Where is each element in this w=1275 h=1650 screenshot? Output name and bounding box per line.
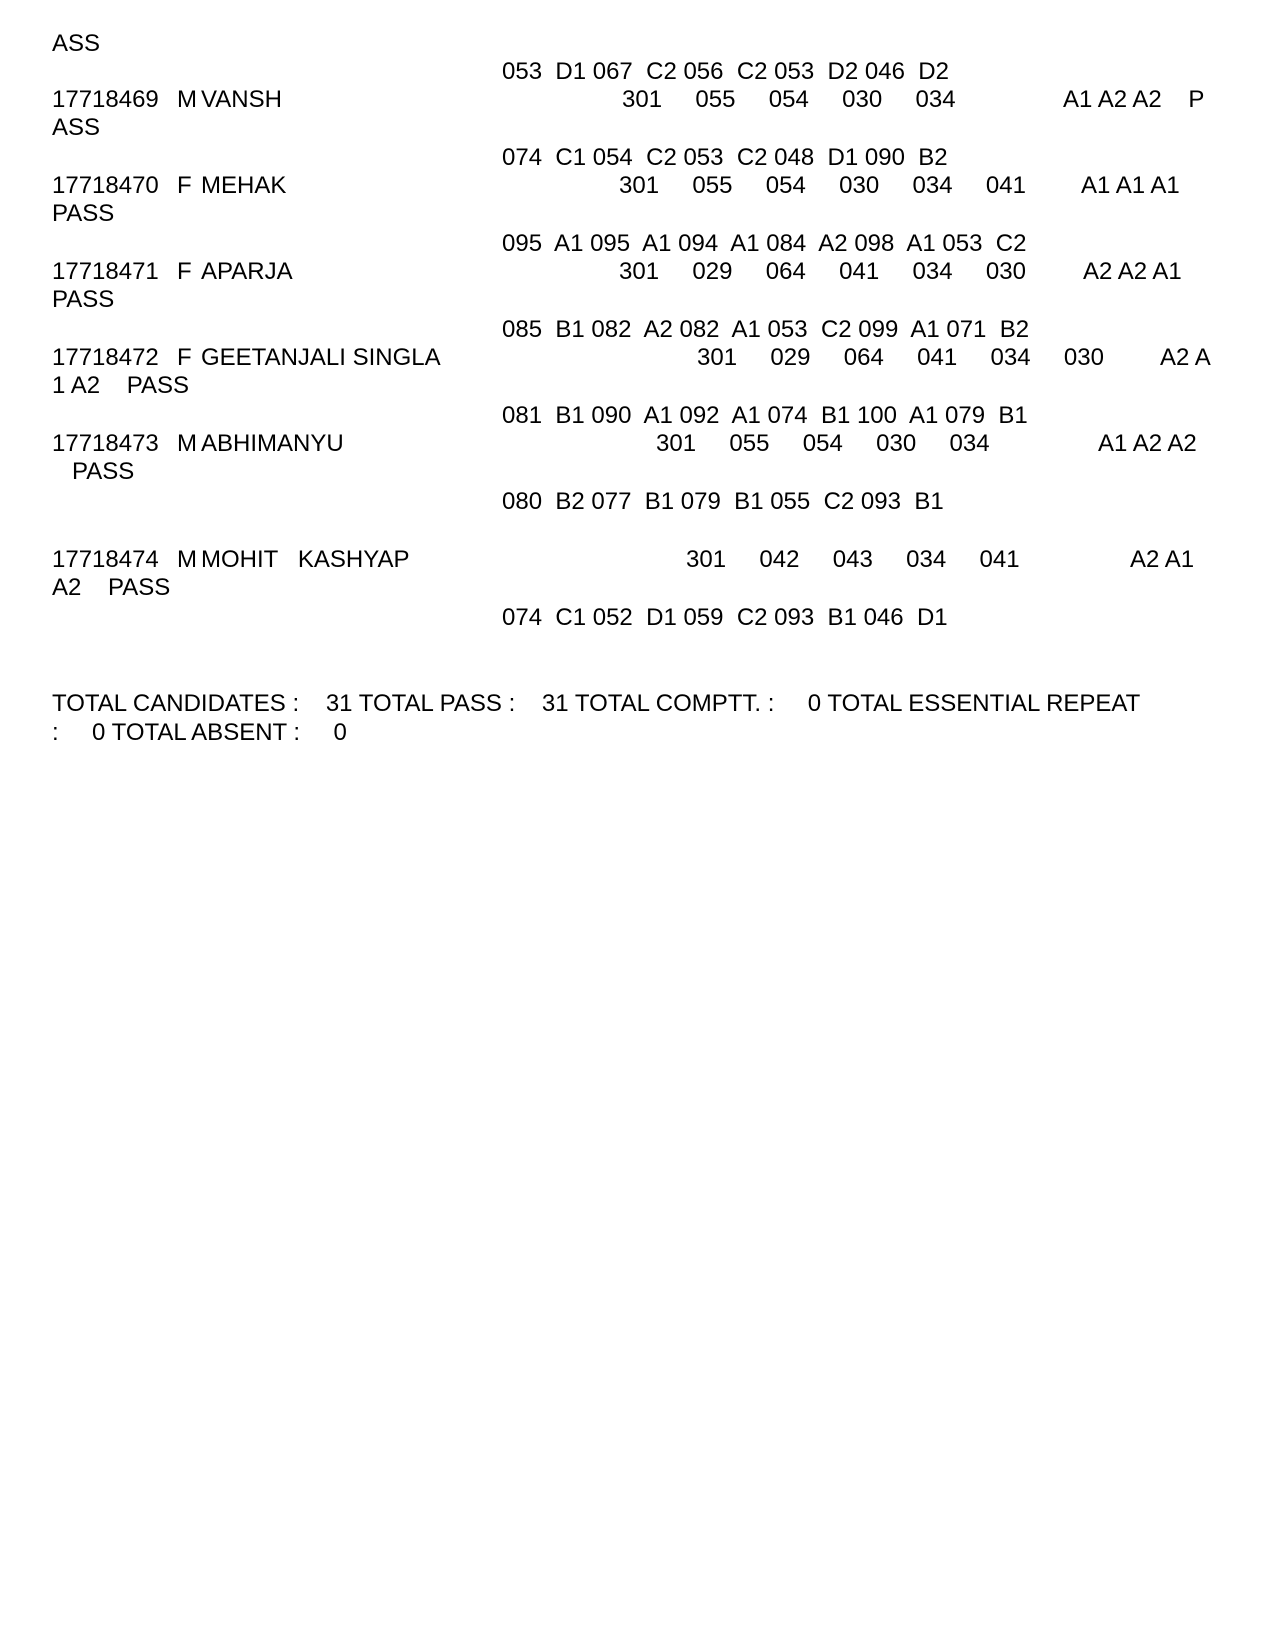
candidate-name: MOHIT KASHYAP xyxy=(201,546,410,573)
candidate-name: APARJA xyxy=(201,258,293,285)
roll-number: 17718470 xyxy=(52,172,159,199)
roll-number: 17718472 xyxy=(52,344,159,371)
grades: A1 A2 A2 xyxy=(1098,430,1197,457)
roll-number: 17718474 xyxy=(52,546,159,573)
subject-codes: 301 029 064 041 034 030 xyxy=(697,344,1104,371)
roll-number: 17718469 xyxy=(52,86,159,113)
result-status: 1 A2 PASS xyxy=(52,372,189,399)
result-status: PASS xyxy=(52,200,115,227)
gender: M xyxy=(177,430,197,457)
gender: M xyxy=(177,546,197,573)
roll-number: 17718473 xyxy=(52,430,159,457)
candidate-name: MEHAK xyxy=(201,172,287,199)
candidate-name: ABHIMANYU xyxy=(201,430,344,457)
gender: F xyxy=(177,344,192,371)
marks-grades-line: 074 C1 052 D1 059 C2 093 B1 046 D1 xyxy=(502,604,948,631)
roll-number: 17718471 xyxy=(52,258,159,285)
result-status: ASS xyxy=(52,114,101,141)
gender: M xyxy=(177,86,197,113)
grades: A2 A1 xyxy=(1130,546,1195,573)
subject-codes: 301 042 043 034 041 xyxy=(686,546,1020,573)
result-status: A2 PASS xyxy=(52,574,171,601)
marks-grades-line: 080 B2 077 B1 079 B1 055 C2 093 B1 xyxy=(502,488,944,515)
marks-grades-line: 053 D1 067 C2 056 C2 053 D2 046 D2 xyxy=(502,58,949,85)
subject-codes: 301 055 054 030 034 xyxy=(622,86,956,113)
totals-line: TOTAL CANDIDATES : 31 TOTAL PASS : 31 TOTAL COMPTT. : 0 TOTAL ESSENTIAL REPEAT xyxy=(52,690,1141,717)
grades: A1 A1 A1 xyxy=(1081,172,1180,199)
subject-codes: 301 055 054 030 034 xyxy=(656,430,990,457)
candidate-name: GEETANJALI SINGLA xyxy=(201,344,441,371)
candidate-name: VANSH xyxy=(201,86,282,113)
subject-codes: 301 029 064 041 034 030 xyxy=(619,258,1026,285)
marks-grades-line: 085 B1 082 A2 082 A1 053 C2 099 A1 071 B2 xyxy=(502,316,1030,343)
marks-grades-line: 081 B1 090 A1 092 A1 074 B1 100 A1 079 B1 xyxy=(502,402,1028,429)
result-status: PASS xyxy=(52,458,135,485)
result-status: PASS xyxy=(52,286,115,313)
marks-grades-line: 095 A1 095 A1 094 A1 084 A2 098 A1 053 C2 xyxy=(502,230,1027,257)
grades: A1 A2 A2 P xyxy=(1063,86,1205,113)
continued-result-text: ASS xyxy=(52,30,101,57)
marks-grades-line: 074 C1 054 C2 053 C2 048 D1 090 B2 xyxy=(502,144,948,171)
grades: A2 A xyxy=(1160,344,1211,371)
gender: F xyxy=(177,172,192,199)
subject-codes: 301 055 054 030 034 041 xyxy=(619,172,1026,199)
grades: A2 A2 A1 xyxy=(1083,258,1182,285)
totals-line: : 0 TOTAL ABSENT : 0 xyxy=(52,719,347,746)
gender: F xyxy=(177,258,192,285)
